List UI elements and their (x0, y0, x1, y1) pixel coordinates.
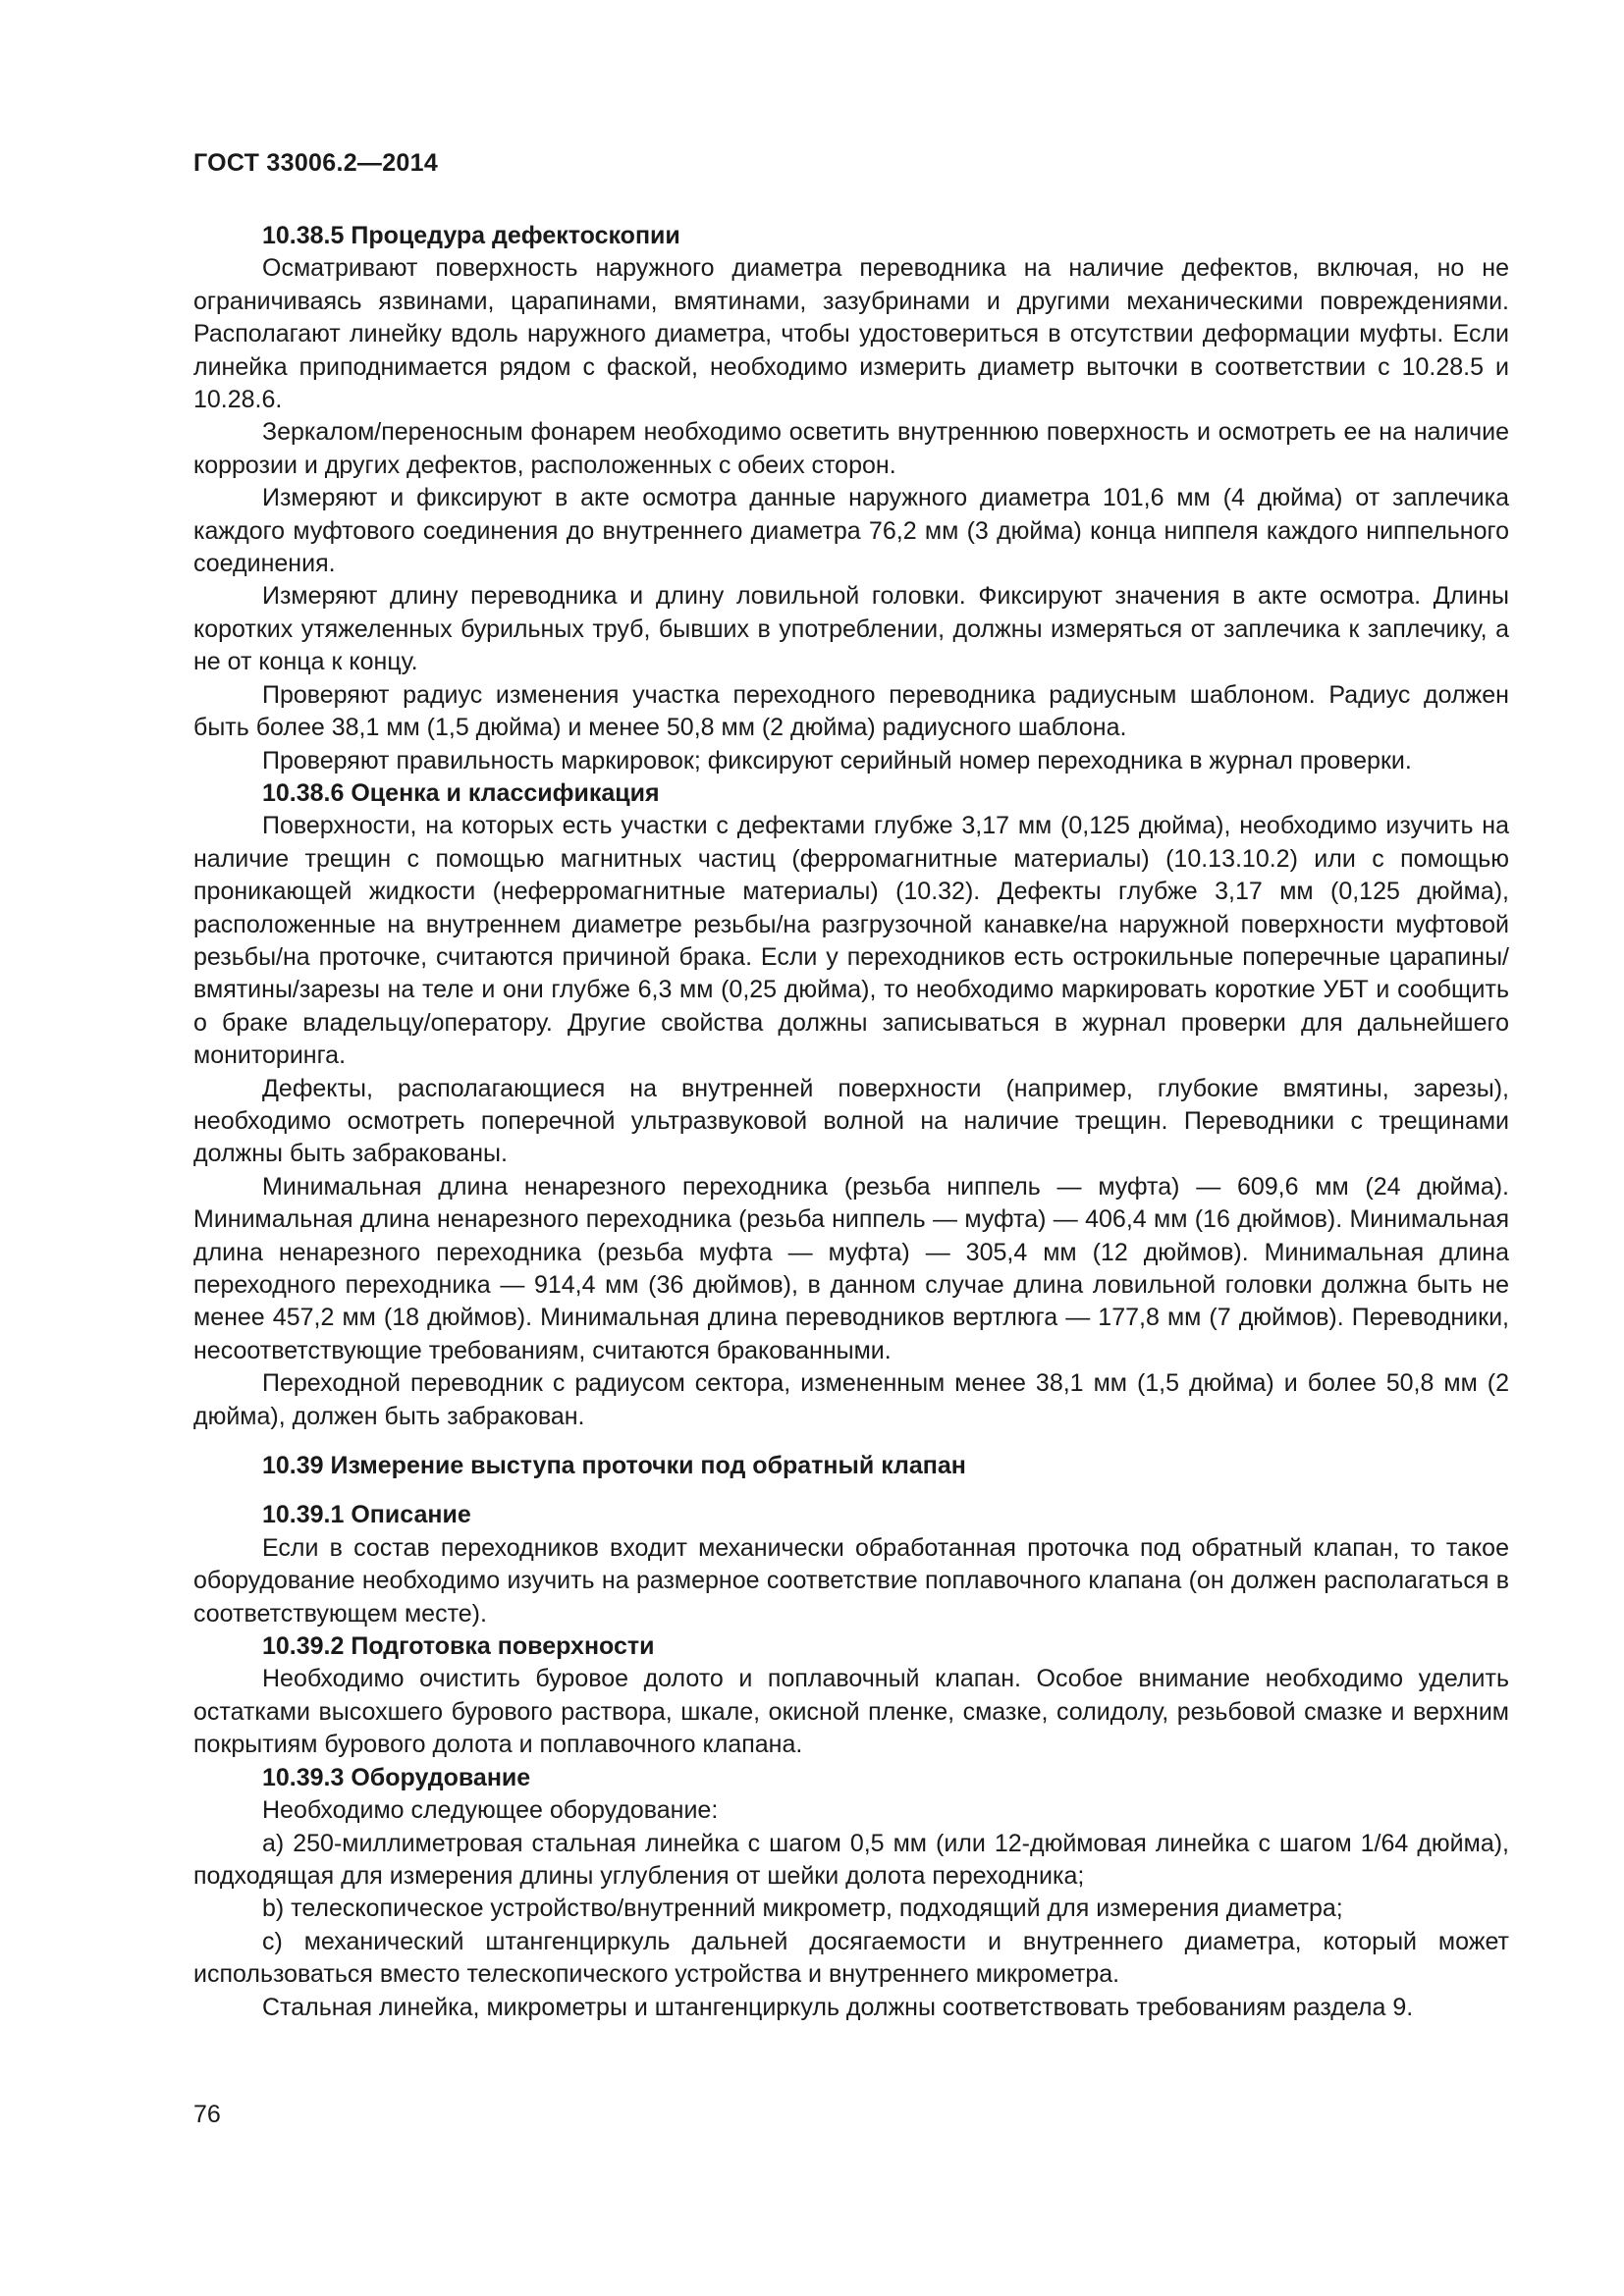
paragraph: Осматривают поверхность наружного диаметра переводника на наличие дефектов, включая, но не ограничиваясь язвинами, царапинами, вмятинами, зазубринами и другими механическими повреждениями. Располагают линейку вдоль наружного диаметра, чтобы удостовериться в отсутствии деформации муфты. Если линейка приподнимается рядом с фаской, необходимо измерить диаметр выточки в соответствии с 10.28.5 и 10.28.6. (193, 254, 1509, 414)
paragraph: Поверхности, на которых есть участки с дефектами глубже 3,17 мм (0,125 дюйма), необходимо изучить на наличие трещин с помощью магнитных частиц (ферромагнитные материалы) (10.13.10.2) или с помощью проникающей жидкости (неферромагнитные материалы) (10.32). Дефекты глубже 3,17 мм (0,125 дюйма), расположенные на внутреннем диаметре резьбы/на разгрузочной канавке/на наружной поверхности муфтовой резьбы/на проточке, считаются причиной брака. Если у переходников есть острокильные поперечные царапины/вмятины/зарезы на теле и они глубже 6,3 мм (0,25 дюйма), то необходимо маркировать короткие УБТ и сообщить о браке владельцу/оператору. Другие свойства должны записываться в журнал проверки для дальнейшего мониторинга. (193, 812, 1509, 1070)
list-item: b) телескопическое устройство/внутренний микрометр, подходящий для измерения диаметра; (262, 1895, 1343, 1923)
paragraph: Стальная линейка, микрометры и штангенциркуль должны соответствовать требованиям раздела 9. (262, 1993, 1414, 2021)
heading-10-38-5: 10.38.5 Процедура дефектоскопии (262, 222, 680, 249)
paragraph: Переходной переводник с радиусом сектора, измененным менее 38,1 мм (1,5 дюйма) и более 50,8 мм (2 дюйма), должен быть забракован. (193, 1369, 1509, 1430)
paragraph: Измеряют и фиксируют в акте осмотра данные наружного диаметра 101,6 мм (4 дюйма) от заплечика каждого муфтового соединения до внутреннего диаметра 76,2 мм (3 дюйма) конца ниппеля каждого ниппельного соединения. (193, 484, 1509, 578)
paragraph: Проверяют правильность маркировок; фиксируют серийный номер переходника в журнал проверки. (262, 746, 1412, 774)
heading-10-38-6: 10.38.6 Оценка и классификация (262, 778, 660, 807)
paragraph: Проверяют радиус изменения участка переходного переводника радиусным шаблоном. Радиус должен быть более 38,1 мм (1,5 дюйма) и менее 50,8 мм (2 дюйма) радиусного шаблона. (193, 680, 1509, 742)
list-item: c) механический штангенциркуль дальней досягаемости и внутреннего диаметра, который может использоваться вместо телескопического устройства и внутреннего микрометра. (193, 1927, 1509, 1989)
page-number: 76 (193, 2101, 221, 2128)
paragraph: Если в состав переходников входит механически обработанная проточка под обратный клапан, то такое оборудование необходимо изучить на размерное соответствие поплавочного клапана (он должен располагаться в соответствующем месте). (193, 1533, 1509, 1628)
paragraph: Необходимо следующее оборудование: (262, 1796, 719, 1825)
heading-10-39-3: 10.39.3 Оборудование (262, 1763, 531, 1791)
paragraph: Зеркалом/переносным фонарем необходимо осветить внутреннюю поверхность и осмотреть ее на наличие коррозии и других дефектов, расположенных с обеих сторон. (193, 418, 1509, 479)
document-body (193, 220, 1509, 2024)
section-heading-10-39: 10.39 Измерение выступа проточки под обратный клапан (262, 1452, 966, 1480)
paragraph: Необходимо очистить буровое долото и поплавочный клапан. Особое внимание необходимо уделить остатками высохшего бурового раствора, шкале, окисной пленке, смазке, солидолу, резьбовой смазке и верхним покрытиям бурового долота и поплавочного клапана. (193, 1665, 1509, 1759)
standard-header: ГОСТ 33006.2—2014 (193, 149, 439, 177)
paragraph: Минимальная длина ненарезного переходника (резьба ниппель — муфта) — 609,6 мм (24 дюйма). Минимальная длина ненарезного переходника (резьба ниппель — муфта) — 406,4 мм (16 дюймов). Минимальная длина ненарезного переходника (резьба муфта — муфта) — 305,4 мм (12 дюймов). Минимальная длина переходного переходника — 914,4 мм (36 дюймов), в данном случае длина ловильной головки должна быть не менее 457,2 мм (18 дюймов). Минимальная длина переводников вертлюга — 177,8 мм (7 дюймов). Переводники, несоответствующие требованиям, считаются бракованными. (193, 1172, 1509, 1364)
paragraph: Дефекты, располагающиеся на внутренней поверхности (например, глубокие вмятины, зарезы), необходимо осмотреть поперечной ультразвуковой волной на наличие трещин. Переводники с трещинами должны быть забракованы. (193, 1074, 1509, 1168)
list-item: a) 250-миллиметровая стальная линейка с шагом 0,5 мм (или 12-дюймовая линейка с шагом 1/64 дюйма), подходящая для измерения длины углубления от шейки долота переходника; (193, 1829, 1509, 1890)
heading-10-39-1: 10.39.1 Описание (262, 1501, 471, 1529)
paragraph: Измеряют длину переводника и длину ловильной головки. Фиксируют значения в акте осмотра. Длины коротких утяжеленных бурильных труб, бывших в употреблении, должны измеряться от заплечика к заплечику, а не от конца к концу. (193, 582, 1509, 676)
heading-10-39-2: 10.39.2 Подготовка поверхности (262, 1632, 655, 1661)
